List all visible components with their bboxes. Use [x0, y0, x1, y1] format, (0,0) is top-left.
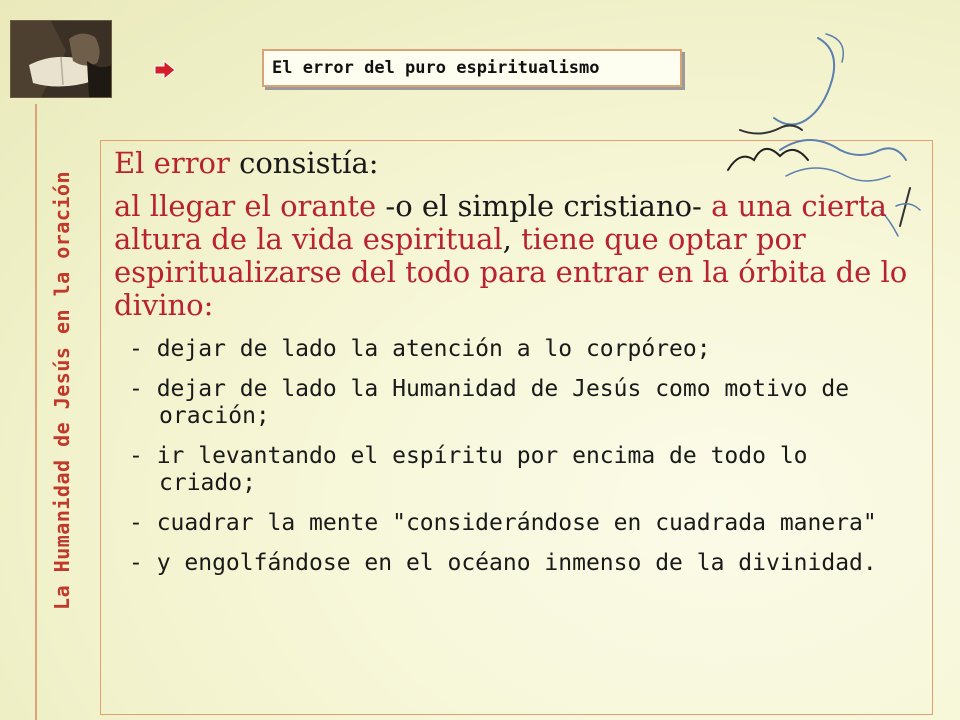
- reading-figure-thumbnail: [10, 20, 112, 98]
- vertical-title-text: La Humanidad de Jesús en la oración: [50, 170, 74, 610]
- red-arrow-icon: [154, 60, 176, 80]
- paragraph-segment-5: tiene que optar por espiritualizarse del todo para entrar en la órbita de lo divino:: [114, 222, 908, 322]
- main-content: [114, 145, 914, 590]
- intro-highlight: El error: [114, 146, 230, 180]
- list-item: - dejar de lado la atención a lo corpóreo;: [129, 336, 711, 362]
- list-item: - cuadrar la mente "considerándose en cuadrada manera": [129, 510, 877, 536]
- paragraph-segment-4: ,: [502, 222, 522, 256]
- vertical-section-title: [40, 116, 84, 664]
- paragraph-segment-2: -o el simple cristiano-: [376, 189, 712, 223]
- paragraph-segment-1: al llegar el orante: [114, 189, 377, 223]
- slide-title-box: [262, 49, 682, 87]
- slide-title: El error del puro espiritualismo: [272, 58, 600, 78]
- left-border-line: [35, 104, 37, 720]
- intro-rest: consistía:: [229, 146, 379, 180]
- paragraph-segment-3: a una cierta altura de la vida espiritual: [114, 189, 887, 256]
- list-item: - ir levantando el espíritu por encima de todo lo criado;: [129, 443, 808, 496]
- intro-line: [114, 145, 914, 181]
- list-item: - dejar de lado la Humanidad de Jesús como motivo de oración;: [129, 376, 850, 429]
- main-paragraph: [114, 190, 914, 322]
- list-item: - y engolfándose en el océano inmenso de la divinidad.: [129, 550, 877, 576]
